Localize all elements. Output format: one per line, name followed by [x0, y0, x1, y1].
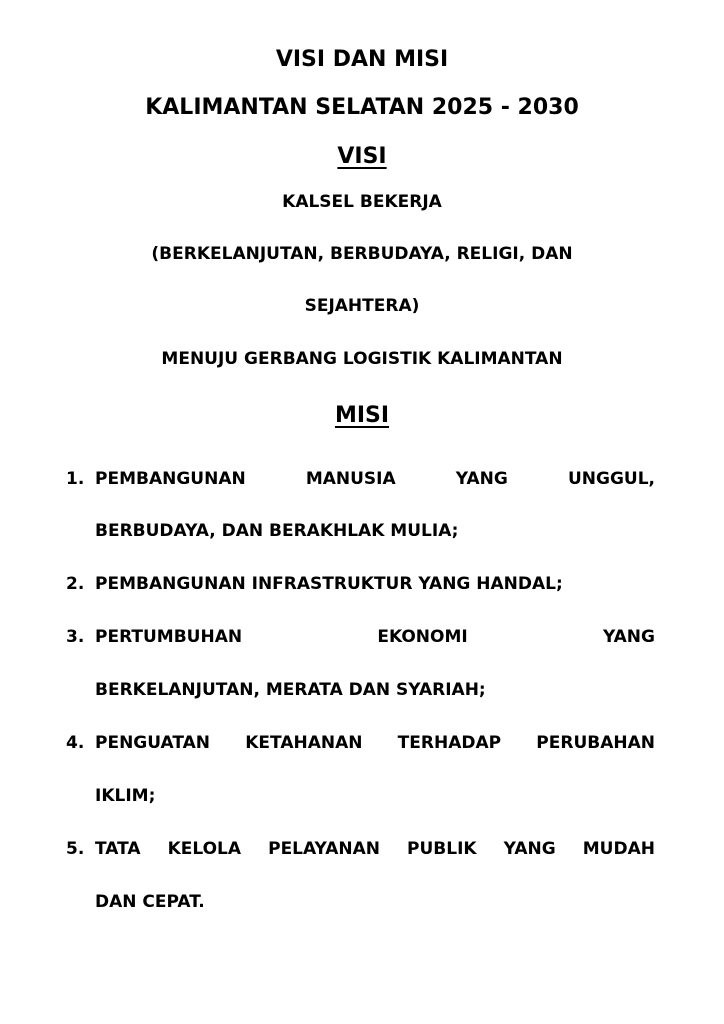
- misi-item-3-line-2: BERKELANJUTAN, MERATA DAN SYARIAH;: [95, 680, 486, 700]
- misi-word: PUBLIK: [407, 839, 477, 859]
- misi-word: YANG: [602, 627, 655, 647]
- misi-word: KETAHANAN: [245, 733, 363, 753]
- misi-word: YANG: [455, 469, 508, 489]
- misi-item-4-line-1: [95, 735, 655, 752]
- misi-item-1-line-2: BERBUDAYA, DAN BERAKHLAK MULIA;: [95, 521, 459, 541]
- misi-word: UNGGUL,: [567, 469, 655, 489]
- misi-word: EKONOMI: [377, 627, 468, 647]
- misi-word: KELOLA: [167, 839, 242, 859]
- misi-heading: [0, 405, 724, 427]
- visi-line-4: MENUJU GERBANG LOGISTIK KALIMANTAN: [161, 349, 563, 369]
- visi-heading: [0, 146, 724, 168]
- misi-item-5-number: 5.: [66, 839, 85, 859]
- visi-line-2: (BERKELANJUTAN, BERBUDAYA, RELIGI, DAN: [151, 244, 573, 264]
- misi-heading-text: MISI: [334, 403, 390, 428]
- misi-item-2-line-1: PEMBANGUNAN INFRASTRUKTUR YANG HANDAL;: [95, 574, 563, 594]
- misi-word: PENGUATAN: [95, 733, 211, 753]
- misi-word: PERUBAHAN: [536, 733, 655, 753]
- misi-item-4-number: 4.: [66, 733, 85, 753]
- misi-item-1-number: 1.: [66, 469, 85, 489]
- misi-item-1-line-1: [95, 471, 655, 488]
- misi-word: YANG: [503, 839, 556, 859]
- title-line-1: VISI DAN MISI: [275, 47, 449, 72]
- misi-item-3-number: 3.: [66, 627, 85, 647]
- misi-word: TATA: [95, 839, 141, 859]
- misi-word: MANUSIA: [305, 469, 396, 489]
- misi-word: PELAYANAN: [268, 839, 380, 859]
- visi-heading-text: VISI: [337, 144, 387, 169]
- title-line-2: KALIMANTAN SELATAN 2025 - 2030: [145, 95, 579, 120]
- misi-word: TERHADAP: [397, 733, 502, 753]
- misi-item-5-line-1: [95, 841, 655, 858]
- misi-item-2-number: 2.: [66, 574, 85, 594]
- visi-line-3: SEJAHTERA): [304, 296, 420, 316]
- misi-word: MUDAH: [582, 839, 655, 859]
- visi-line-1: KALSEL BEKERJA: [282, 192, 442, 212]
- misi-word: PERTUMBUHAN: [95, 627, 243, 647]
- misi-word: PEMBANGUNAN: [95, 469, 246, 489]
- misi-item-3-line-1: [95, 629, 655, 646]
- misi-item-5-line-2: DAN CEPAT.: [95, 892, 205, 912]
- misi-item-4-line-2: IKLIM;: [95, 786, 156, 806]
